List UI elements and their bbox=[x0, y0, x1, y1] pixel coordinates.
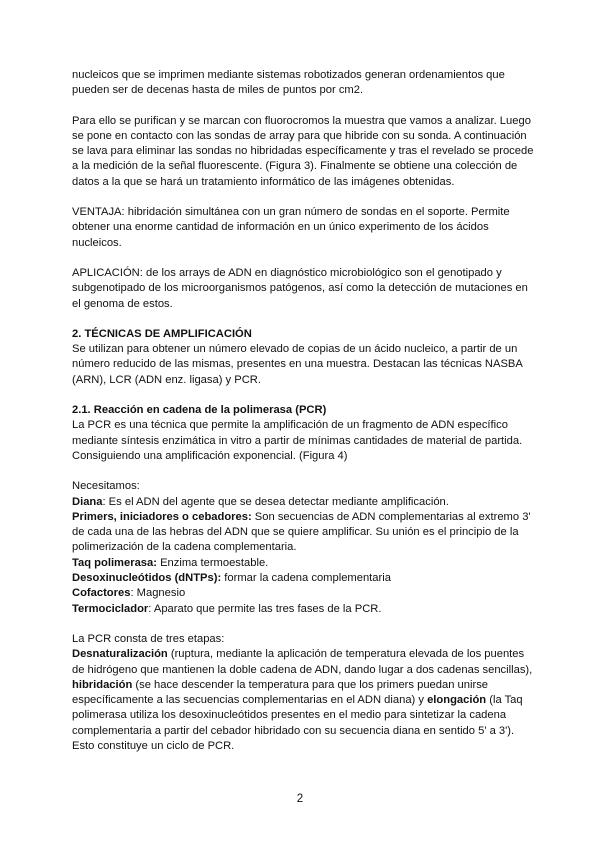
section-2-1-heading: 2.1. Reacción en cadena de la polimerasa (PCR) bbox=[72, 404, 327, 417]
needs-desc: Son secuencias de ADN complementarias al extremo 3' de cada una de las hebras del ADN que se quiere amplificar. Su unión es el principio de la polimerización de la cadena complementaria. bbox=[72, 510, 531, 554]
stages-paragraph bbox=[72, 647, 534, 754]
stage-text: (ruptura, mediante la aplicación de temperatura elevada de los puentes de hidrógeno que mantienen la doble cadena de ADN, dando lugar a dos cadenas sencillas), bbox=[72, 648, 533, 676]
needs-intro: Necesitamos: bbox=[72, 480, 140, 493]
needs-item-diana bbox=[72, 495, 534, 510]
page-content bbox=[72, 68, 534, 754]
stage-text: (se hace descender la temperatura para que los primers puedan unirse específicamente a las secuencias complementarias en el ADN diana) y bbox=[72, 678, 489, 707]
needs-term: Diana bbox=[72, 495, 103, 508]
needs-term: Primers, iniciadores o cebadores: bbox=[72, 510, 252, 523]
needs-item-dntps bbox=[72, 571, 534, 586]
needs-item-taq bbox=[72, 556, 534, 571]
needs-desc: : Magnesio bbox=[130, 587, 186, 600]
needs-item-termociclador bbox=[72, 602, 534, 617]
paragraph-aplicacion: APLICACIÓN: de los arrays de ADN en diagnóstico microbiológico son el genotipado y subgenotipado de los microorganismos patógenos, así como la detección de mutaciones en el genoma de estos. bbox=[72, 266, 528, 310]
needs-desc: : Es el ADN del agente que se desea detectar mediante amplificación. bbox=[102, 495, 449, 508]
page-number: 2 bbox=[296, 793, 304, 805]
needs-item-cofactores bbox=[72, 586, 534, 601]
stage-text: (la Taq polimerasa utiliza los desoxinucleótidos presentes en el medio para sintetizar la cadena complementaria a partir del cebador hibridado con su secuencia diana en sentido 5' a 3'). Esto constituye un ciclo de PCR. bbox=[72, 694, 523, 752]
needs-term: Termociclador bbox=[72, 602, 149, 615]
stages-intro: La PCR consta de tres etapas: bbox=[72, 632, 225, 645]
paragraph-procedure: Para ello se purifican y se marcan con fluorocromos la muestra que vamos a analizar. Luego se pone en contacto con las sondas de array para que hibride con su sonda. A continuación se lava para eliminar las sondas no hibridadas específicamente y tras el revelado se procede a la medición de la señal fluorescente. (Figura 3). Finalmente se obtiene una colección de datos a la que se hará un tratamiento informático de las imágenes obtenidas. bbox=[72, 114, 534, 188]
stage-term-desnaturalizacion: Desnaturalización bbox=[72, 648, 168, 661]
needs-item-primers bbox=[72, 510, 534, 556]
needs-desc: Enzima termoestable. bbox=[156, 556, 269, 569]
stage-term-elongacion: elongación bbox=[427, 694, 487, 707]
needs-term: Cofactores bbox=[72, 587, 131, 600]
section-2-heading: 2. TÉCNICAS DE AMPLIFICACIÓN bbox=[72, 327, 252, 340]
needs-desc: formar la cadena complementaria bbox=[221, 572, 391, 585]
stage-term-hibridacion: hibridación bbox=[72, 678, 133, 691]
section-2-1-text: La PCR es una técnica que permite la amplificación de un fragmento de ADN específico mediante síntesis enzimática in vitro a partir de mínimas cantidades de material de partida. Consiguiendo una amplificación exponencial. (Figura 4) bbox=[72, 419, 523, 462]
section-2-text: Se utilizan para obtener un número elevado de copias de un ácido nucleico, a partir de un número reducido de las mismas, presentes en una muestra. Destacan las técnicas NASBA (ARN), LCR (ADN enz. ligasa) y PCR. bbox=[72, 343, 523, 386]
needs-term: Desoxinucleótidos (dNTPs): bbox=[72, 572, 222, 585]
needs-desc: : Aparato que permite las tres fases de la PCR. bbox=[148, 602, 382, 615]
paragraph-ventaja: VENTAJA: hibridación simultánea con un gran número de sondas en el soporte. Permite obtener una enorme cantidad de información en un único experimento de los ácidos nucleicos. bbox=[72, 206, 510, 249]
paragraph-intro: nucleicos que se imprimen mediante sistemas robotizados generan ordenamientos que pueden ser de decenas hasta de miles de puntos por cm2. bbox=[72, 69, 505, 97]
needs-term: Taq polimerasa: bbox=[72, 556, 157, 569]
